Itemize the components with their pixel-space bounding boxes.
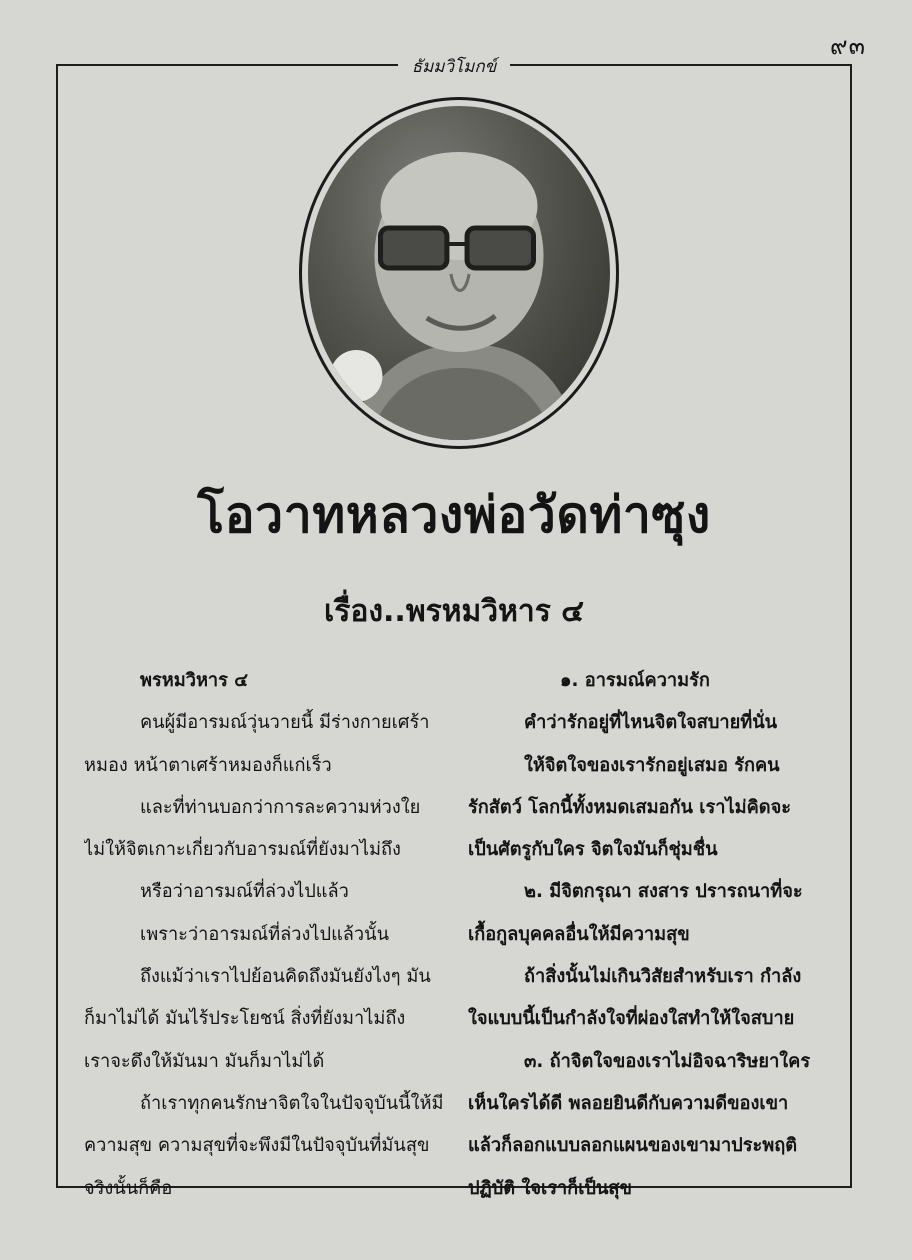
body-line: ความสุข ความสุขที่จะพึงมีในปัจจุบันที่มันสุข — [84, 1135, 430, 1157]
portrait-photo — [302, 100, 616, 446]
body-line: ถึงแม้ว่าเราไปย้อนคิดถึงมันยังไงๆ มัน — [140, 966, 431, 988]
body-line: ๓. ถ้าจิตใจของเราไม่อิจฉาริษยาใคร — [524, 1050, 811, 1072]
right-column — [468, 660, 828, 1210]
body-line: เกื้อกูลบุคคลอื่นให้มีความสุข — [468, 923, 690, 945]
body-line: แล้วก็ลอกแบบลอกแผนของเขามาประพฤติ — [468, 1135, 798, 1157]
body-line: ไม่ให้จิตเกาะเกี่ยวกับอารมณ์ที่ยังมาไม่ถึง — [84, 839, 401, 861]
body-line: หมอง หน้าตาเศร้าหมองก็แก่เร็ว — [84, 754, 332, 776]
body-line: คำว่ารักอยู่ที่ไหนจิตใจสบายที่นั่น — [524, 712, 778, 734]
body-line: พรหมวิหาร ๔ — [140, 670, 249, 691]
body-line: ๒. มีจิตกรุณา สงสาร ปรารถนาที่จะ — [524, 881, 803, 903]
body-line: ถ้าเราทุกคนรักษาจิตใจในปัจจุบันนี้ให้มี — [140, 1092, 444, 1114]
running-header — [58, 53, 850, 80]
body-line: ถ้าสิ่งนั้นไม่เกินวิสัยสำหรับเรา กำลัง — [524, 966, 802, 988]
body-line: จริงนั้นก็คือ — [84, 1177, 173, 1199]
page-frame — [56, 57, 852, 1199]
body-line: ก็มาไม่ได้ มันไร้ประโยชน์ สิ่งที่ยังมาไม่ถึง — [84, 1008, 406, 1030]
body-line: เห็นใครได้ดี พลอยยินดีกับความดีของเขา — [468, 1092, 789, 1114]
body-line: หรือว่าอารมณ์ที่ล่วงไปแล้ว — [140, 881, 349, 903]
body-line: ให้จิตใจของเรารักอยู่เสมอ รักคน — [524, 754, 780, 776]
body-line: ๑. อารมณ์ความรัก — [560, 670, 710, 691]
body-line: คนผู้มีอารมณ์วุ่นวายนี้ มีร่างกายเศร้า — [140, 712, 430, 734]
article-title: โอวาทหลวงพ่อวัดท่าซุง — [197, 486, 711, 544]
article-subtitle: เรื่อง..พรหมวิหาร ๔ — [324, 594, 584, 629]
body-line: เพราะว่าอารมณ์ที่ล่วงไปแล้วนั้น — [140, 923, 390, 945]
body-line: ปฏิบัติ ใจเราก็เป็นสุข — [468, 1177, 632, 1199]
running-header-text: ธัมมวิโมกข์ — [398, 57, 511, 77]
body-line: รักสัตว์ โลกนี้ทั้งหมดเสมอกัน เราไม่คิดจะ — [468, 796, 791, 818]
body-line: เป็นศัตรูกับใคร จิตใจมันก็ชุ่มชื่น — [468, 839, 718, 861]
body-line: เราจะดึงให้มันมา มันก็มาไม่ได้ — [84, 1050, 325, 1072]
body-line: และที่ท่านบอกว่าการละความห่วงใย — [140, 796, 421, 818]
body-line: ใจแบบนี้เป็นกำลังใจที่ผ่องใสทำให้ใจสบาย — [468, 1008, 795, 1030]
page-number: ๙๓ — [830, 32, 866, 60]
left-column — [84, 660, 446, 1210]
